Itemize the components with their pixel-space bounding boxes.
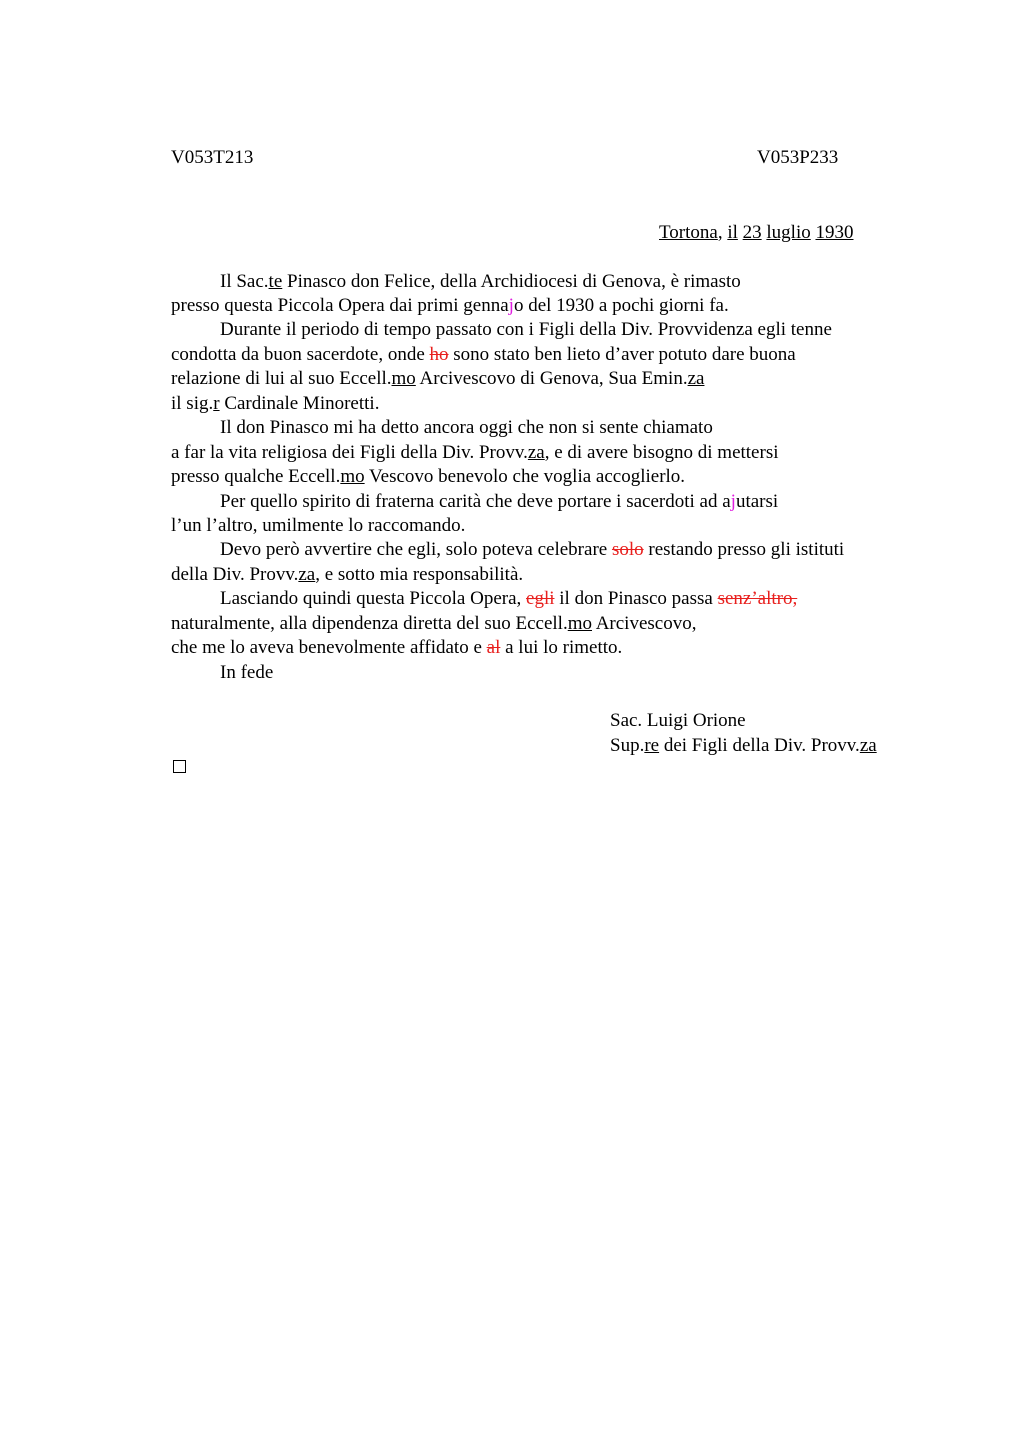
date-month: luglio: [766, 222, 811, 243]
deleted-word: egli: [526, 588, 555, 609]
checkbox-icon: [173, 760, 186, 773]
inserted-letter: j: [730, 491, 736, 512]
letter-line: Il don Pinasco mi ha detto ancora oggi che non si sente chiamato: [220, 417, 713, 438]
letter-line: l’un l’altro, umilmente lo raccomando.: [171, 515, 466, 536]
letter-line: Il Sac.te Pinasco don Felice, della Archidiocesi di Genova, è rimasto: [220, 271, 741, 292]
signature-name: Sac. Luigi Orione: [610, 710, 746, 731]
letter-line: il sig.r Cardinale Minoretti.: [171, 393, 380, 414]
date-il: il: [727, 222, 738, 243]
date-year: 1930: [815, 222, 854, 243]
date-place: Tortona: [659, 222, 718, 243]
deleted-word: solo: [611, 539, 644, 560]
deleted-word: al: [486, 637, 501, 658]
letter-line: della Div. Provv.za, e sotto mia responsabilità.: [171, 564, 524, 585]
signature-title: Sup.re dei Figli della Div. Provv.za: [610, 735, 877, 756]
closing-line: In fede: [220, 662, 274, 683]
letter-line: presso qualche Eccell.mo Vescovo benevolo che voglia accoglierlo.: [171, 466, 686, 487]
deleted-word: ho: [429, 344, 449, 365]
document-code-right: V053P233: [757, 147, 839, 168]
date-line: Tortona, il 23 luglio 1930: [659, 222, 854, 243]
document-code-left: V053T213: [171, 147, 254, 168]
letter-line: che me lo aveva benevolmente affidato e al a lui lo rimetto.: [171, 637, 623, 658]
letter-line: a far la vita religiosa dei Figli della Div. Provv.za, e di avere bisogno di mettersi: [171, 442, 779, 463]
letter-line: presso questa Piccola Opera dai primi gennajo del 1930 a pochi giorni fa.: [171, 295, 729, 316]
letter-line: Devo però avvertire che egli, solo poteva celebrare solo restando presso gli istituti: [220, 539, 845, 560]
letter-line: Lasciando quindi questa Piccola Opera, egli il don Pinasco passa senz’altro,: [220, 588, 798, 609]
deleted-word: senz’altro,: [717, 588, 798, 609]
letter-line: relazione di lui al suo Eccell.mo Arcivescovo di Genova, Sua Emin.za: [171, 368, 705, 389]
letter-line: naturalmente, alla dipendenza diretta del suo Eccell.mo Arcivescovo,: [171, 613, 697, 634]
letter-line: Durante il periodo di tempo passato con i Figli della Div. Provvidenza egli tenne: [220, 319, 832, 340]
letter-line: Per quello spirito di fraterna carità che deve portare i sacerdoti ad ajutarsi: [220, 491, 779, 512]
date-day: 23: [742, 222, 762, 243]
letter-line: condotta da buon sacerdote, onde ho sono stato ben lieto d’aver potuto dare buona: [171, 344, 796, 365]
inserted-letter: j: [508, 295, 514, 316]
